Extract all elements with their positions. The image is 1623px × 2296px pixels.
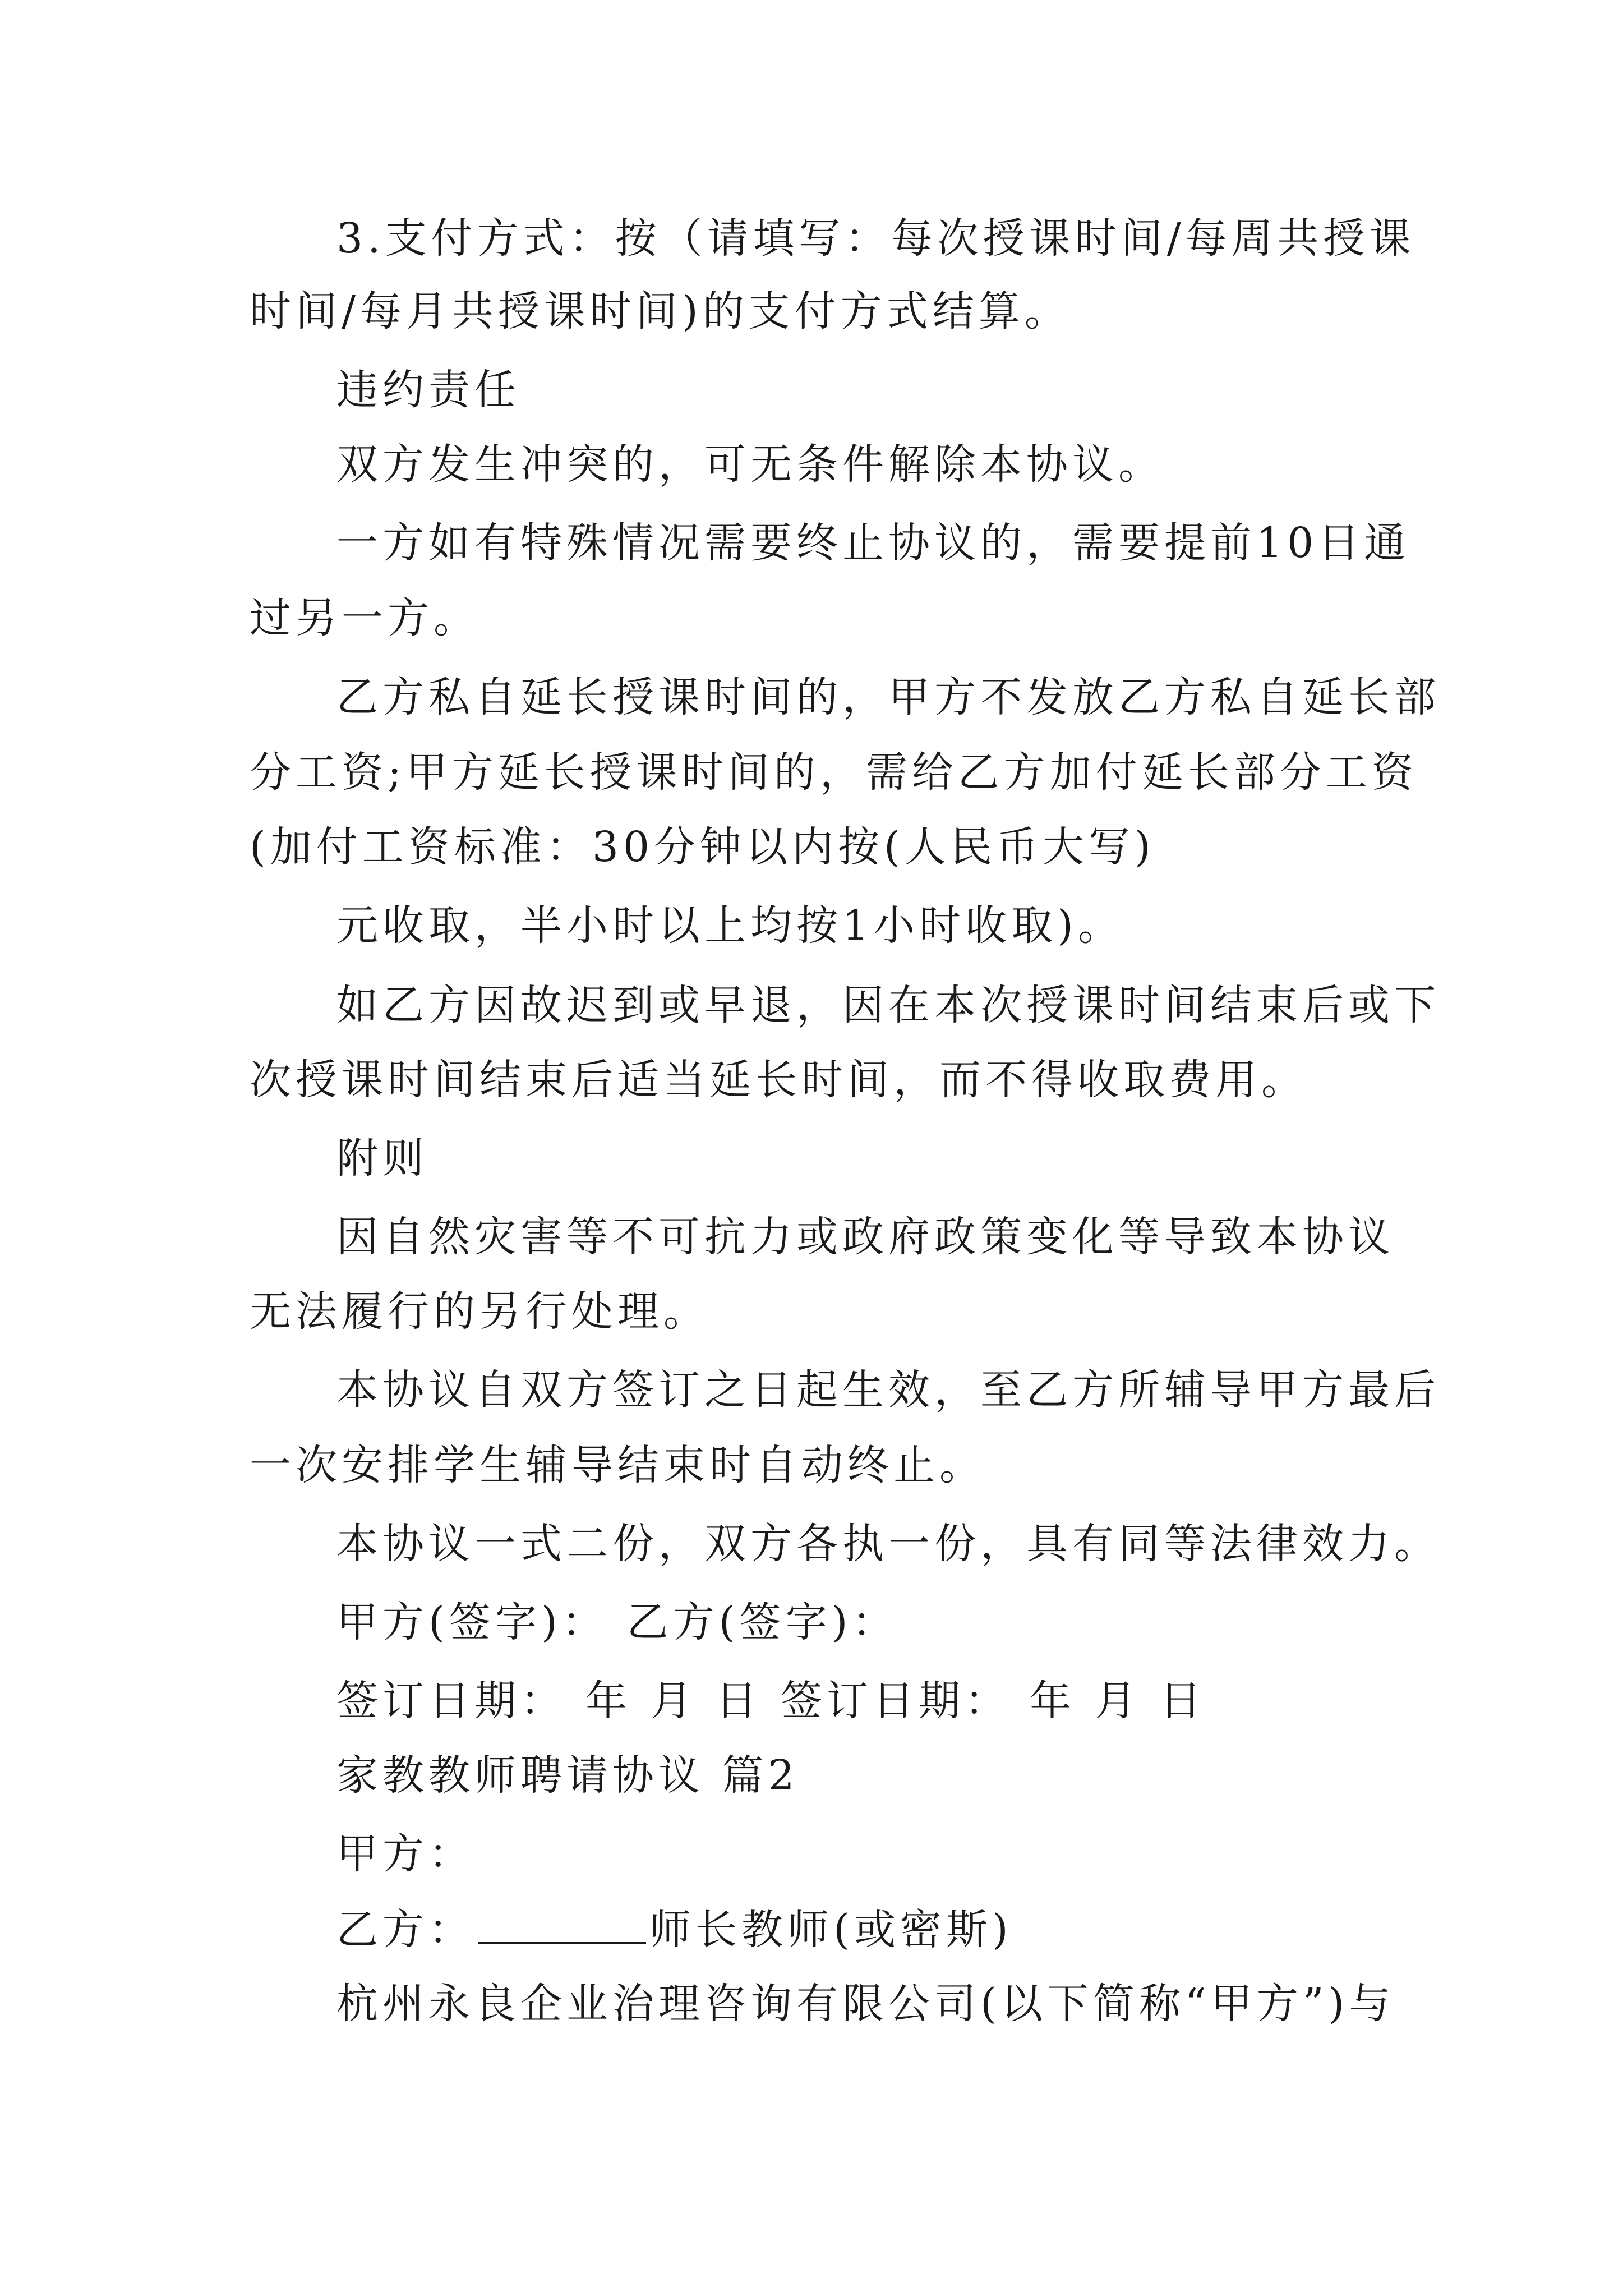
signature-line	[336, 1594, 898, 1650]
party-b-line	[336, 1902, 1013, 1958]
breach-paragraph-4-line-2: 次授课时间结束后适当延长时间，而不得收取费用。	[250, 1056, 1307, 1104]
breach-paragraph-2-line-1: 一方如有特殊情况需要终止协议的，需要提前10日通	[336, 519, 1410, 567]
payment-method-line-2: 时间/每月共授课时间)的支付方式结算。	[250, 287, 1071, 335]
party-a-date-month: 月	[651, 1677, 697, 1725]
company-line: 杭州永良企业治理咨询有限公司(以下简称“甲方”)与	[336, 1980, 1395, 2028]
supplementary-paragraph-2-line-2: 一次安排学生辅导结束时自动终止。	[250, 1441, 985, 1489]
party-b-name-blank	[478, 1903, 646, 1944]
breach-paragraph-2-line-2: 过另一方。	[250, 594, 479, 642]
party-b-prefix: 乙方：	[336, 1906, 474, 1954]
party-b-date-month: 月	[1095, 1677, 1141, 1725]
breach-paragraph-3-line-3: (加付工资标准：30分钟以内按(人民币大写)	[250, 823, 1155, 871]
party-b-date-year: 年	[1030, 1677, 1076, 1725]
party-a-line: 甲方：	[336, 1830, 474, 1878]
party-b-suffix: 师长教师(或密斯)	[649, 1906, 1013, 1954]
payment-method-line-1: 3.支付方式：按（请填写：每次授课时间/每周共授课	[336, 214, 1415, 263]
party-a-date-label: 签订日期：	[336, 1677, 566, 1725]
party-b-date-day: 日	[1160, 1677, 1206, 1725]
party-a-signature-label: 甲方(签字)：	[336, 1598, 608, 1646]
breach-paragraph-1: 双方发生冲突的，可无条件解除本协议。	[336, 440, 1164, 489]
supplementary-paragraph-1-line-2: 无法履行的另行处理。	[250, 1287, 709, 1336]
party-a-date-day: 日	[716, 1677, 762, 1725]
section-title-part-2: 家教教师聘请协议 篇2	[336, 1751, 799, 1800]
signing-date-line	[336, 1673, 1206, 1729]
section-heading-supplementary: 附则	[336, 1134, 428, 1182]
supplementary-paragraph-3: 本协议一式二份，双方各执一份，具有同等法律效力。	[336, 1520, 1440, 1568]
supplementary-paragraph-2-line-1: 本协议自双方签订之日起生效，至乙方所辅导甲方最后	[336, 1366, 1440, 1414]
party-b-date-label: 签订日期：	[781, 1677, 1011, 1725]
breach-paragraph-3-line-4: 元收取，半小时以上均按1小时收取)。	[336, 901, 1124, 950]
party-b-signature-label: 乙方(签字)：	[626, 1598, 898, 1646]
supplementary-paragraph-1-line-1: 因自然灾害等不可抗力或政府政策变化等导致本协议	[336, 1213, 1394, 1261]
section-heading-breach: 违约责任	[336, 366, 520, 414]
party-a-date-year: 年	[585, 1677, 631, 1725]
breach-paragraph-3-line-1: 乙方私自延长授课时间的，甲方不发放乙方私自延长部	[336, 673, 1440, 721]
breach-paragraph-3-line-2: 分工资;甲方延长授课时间的，需给乙方加付延长部分工资	[250, 748, 1418, 797]
breach-paragraph-4-line-1: 如乙方因故迟到或早退，因在本次授课时间结束后或下	[336, 981, 1440, 1029]
